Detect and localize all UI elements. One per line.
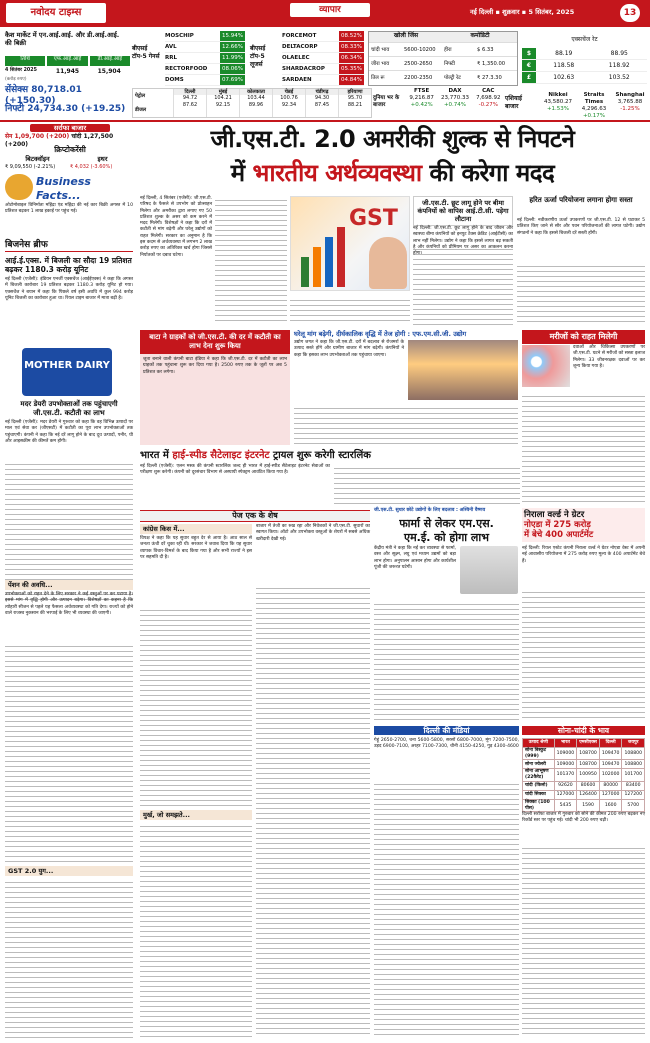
col2-text: विपक्ष ने कहा कि यह सुधार बहुत देर से आया है। आठ साल से जनता ऊंची दरें चुका रही थी। सरकार ने जवाब दिया कि यह सुधार व्यापक विचार-विमर्श के बाद किया गया है और सभी राज्यों ने इस पर सहमति दी है। [140,536,252,560]
gst-label: GST [349,206,398,231]
gst-illustration [290,196,410,291]
gold-row [523,781,645,790]
satellite-head-1: भारत में [140,450,173,461]
world-market [405,88,438,109]
gainers-pct: 08.06% [222,66,243,72]
asia-title: एशियाई बाजार [505,95,522,110]
sarraf-title: सर्राफा बाजार [30,124,110,132]
nirala-head [522,508,645,542]
gold-cell: 127000 [599,790,622,799]
fuel-city-col [305,89,338,117]
fuel-city: चंडीगढ़ [306,89,338,95]
losers-title: बीएसई टॉप-5 लूजर्स [250,45,266,68]
currency-sell: 88.95 [610,50,628,57]
gainers-pct: 12.66% [222,44,243,50]
commodity-rate: 2500-2650 [404,61,433,67]
fuel-petrol-price: 100.76 [280,95,298,102]
gainers-name: AVL [165,44,177,50]
world-value: 7,698.92 [476,94,501,101]
fuel-label-col [133,89,173,117]
gold-cell: सोना आभूषण (22कैरेट) [523,769,555,781]
market-headline: कैश मार्केट में एन.आई.आई. और डी.आई.आई. की बिक्री [5,31,120,47]
gold-cell: 102000 [599,769,622,781]
world-market [472,88,505,109]
brief1-text: नई दिल्ली (एजेंसी): इंडियन एनर्जी एक्सचेंज (आईईएक्स) ने कहा कि अगस्त में बिजली कारोबार 19 प्रतिशत बढ़कर 1180.3 करोड़ यूनिट हो गया। एक्सचेंज ने बयान में कहा कि पिछले वर्ष इसी अवधि में कुल 994 करोड़ यूनिट बिजली का कारोबार हुआ था। रियल टाइम बाजार में मात्रा बढ़ी है। [5,277,133,301]
asia-change: +0.17% [582,112,606,119]
fuel-city: चेन्नई [273,89,305,95]
delhi-mandi-cont [374,780,519,1038]
gainers-name: RRL [165,55,177,61]
gainers-list [165,31,245,86]
asia-market [540,92,576,120]
satellite-text: नई दिल्ली (एजेंसी): एलन मस्क की कंपनी स्टारलिंक जल्द ही भारत में हाई-स्पीड सैटेलाइट इंटरनेट सेवाओं का परीक्षण शुरू करेगी। कंपनी को दूरसंचार विभाग से अस्थायी स्पेक्ट्रम आवंटित किया गया है। [140,464,330,476]
commodity-name: हीरा [444,47,452,53]
world-markets [405,88,505,109]
nirala-head-1: निराला वर्ल्ड ने ग्रेटर [524,510,585,520]
commodity-title-1: खोली जिंस [393,32,419,39]
gainers-row [165,31,245,42]
gold-rate: सेन 1,09,700 (+200) [5,133,70,140]
bitcoin-value: ₹ 9,09,550 (-2.21%) [5,164,56,170]
commodity-rate: 2200-2350 [404,75,433,81]
business-facts-title: Business Facts... [36,175,91,202]
fmcg-text-cont [294,404,518,444]
gold-header: उत्पाद श्रेणी [523,739,555,748]
asia-markets [540,92,648,120]
lead-body-col3 [290,296,410,324]
insurance-head: जी.एस.टी. छूट लागू होने पर बीमा कंपनियों को वापिस आई.टी.सी. पड़ेगा लौटाना [413,196,513,226]
losers-row [282,42,364,53]
lead-headline-2b: भारतीय अर्थव्यवस्था [252,159,422,187]
fuel-city-col [239,89,272,117]
gold-row [523,790,645,799]
col1-text: उपभोक्ताओं को राहत देने के लिए सरकार ने कई वस्तुओं पर कर घटाया है। इससे मांग में वृद्धि होगी और उत्पादन बढ़ेगा। विशेषज्ञों का कहना है कि त्योहारी सीजन से पहले यह फैसला अर्थव्यवस्था को गति देगा। राज्यों को होने वाले राजस्व नुकसान की भरपाई के लिए भी व्यवस्था की जाएगी। [5,592,133,616]
gold-cell: चांदी सिक्का [523,790,555,799]
fuel-diesel-price: 92.34 [281,101,297,108]
asia-value: 3,765.88 [617,98,643,105]
col2-title: कांग्रेस किस में... [140,524,252,534]
gainers-name: MOSCHIP [165,33,194,39]
fuel-city-col [173,89,206,117]
world-value: 9,216.87 [409,94,434,101]
lead-headline-2a: में [230,159,253,187]
world-name: DAX [448,88,462,94]
losers-pct: 08.52% [341,33,362,39]
col1-title2: GST 2.0 युग... [5,866,133,876]
crypto-title: क्रिप्टोकरेंसी [54,145,86,154]
gold-cell: 126400 [577,790,600,799]
losers-name: OLAELEC [282,55,310,61]
nirala-head-3: में बेचे 400 अपार्टमेंट [524,530,594,540]
gold-title: सोना-चांदी के भाव [522,726,645,735]
fuel-city: दिल्ली [174,89,206,95]
fii-row [5,68,130,76]
fuel-petrol-price: 94.30 [314,95,330,102]
world-value: 23,770.33 [440,94,469,101]
gold-header: एमसीएक्स [577,739,600,748]
gold-cell: सिक्का (100 पीस) [523,799,555,811]
commodity-title-2: कमोडिटी [470,32,490,39]
currency-table [522,48,647,84]
gold-cell: 100950 [577,769,600,781]
gold-cell: 92620 [554,781,577,790]
gold-cell: चांदी (किलो) [523,781,555,790]
world-market [438,88,471,109]
asia-change: +1.53% [546,105,570,112]
gold-text: दिल्ली सर्राफा बाजार में गुरुवार को सोने की कीमत 200 रुपए बढ़कर नए रिकॉर्ड स्तर पर पहुंच गई। चांदी भी 200 रुपए चढ़ी। [522,812,645,824]
fuel-petrol-price: 103.44 [247,95,265,102]
gainers-name: DOMS [165,77,184,83]
insurance-text: नई दिल्ली: जी.एस.टी. छूट लागू होने के बाद जीवन और स्वास्थ्य बीमा कंपनियों को इनपुट टैक्स क्रेडिट (आईटीसी) का लाभ नहीं मिलेगा। उद्योग ने कहा कि इससे लागत बढ़ सकती है और कंपनियों को प्रीमियम पर असर का आकलन करना होगा। [413,226,513,257]
msme-head [374,517,519,545]
gold-cell: 101370 [554,769,577,781]
currency-row [522,60,647,72]
fuel-diesel-price: 92.15 [215,101,231,108]
col1-text-2 [5,878,133,1038]
asia-name: Straits Times [583,92,605,105]
gold-cell: सोना बिस्कुट (999) [523,748,555,760]
fuel-diesel-price: 87.62 [182,101,198,108]
pharma-head: मरीजों को राहत मिलेगी [522,330,645,344]
gainers-pct: 07.69% [222,77,243,83]
commodity-row [369,70,517,84]
fuel-petrol-price: 95.70 [347,95,363,102]
lead-headline-2c: की करेगा मदद [421,159,555,187]
col2-title2: मुर्ख, जो समझते... [140,810,252,820]
bata-text: जूता बनाने वाली कंपनी बाटा इंडिया ने कहा कि जी.एस.टी. दर में कटौती का लाभ ग्राहकों तक पहुंचाना शुरू कर दिया गया है। 2500 रुपए तक के जूतों पर अब 5 प्रतिशत कर लगेगा। [143,357,287,375]
commodity-rate: ₹ 27.3.30 [477,75,502,81]
masthead-logo: नवोदय टाइम्स [6,3,106,23]
lead-body-col2 [215,196,287,322]
business-facts-icon [5,174,33,200]
fii-value: 11,945 [55,68,80,75]
gold-row [523,760,645,769]
bitcoin-label: बिटक्वॉइन [25,155,50,163]
fuel-diesel-price: 87.45 [314,101,330,108]
gold-cell: 108800 [622,760,645,769]
col2-text-2 [140,822,252,1038]
losers-name: SARDAEN [282,77,312,83]
ether-value: ₹ 4,032 (-3.60%) [70,164,113,170]
bata-head: बाटा ने ग्राहकों को जी.एस.टी. की दर में कटौती का लाभ देना शुरू किया [140,330,290,354]
trump-photo [369,237,407,289]
currency-symbol: £ [522,72,536,83]
world-change: -0.27% [478,101,499,108]
energy-text: नई दिल्ली: नवीकरणीय ऊर्जा उपकरणों पर जी.एस.टी. 12 से घटाकर 5 प्रतिशत किए जाने से सौर और पवन परियोजनाओं की लागत घटेगी। उद्योग संगठनों ने कहा कि इससे बिजली दरें सस्ती होंगी। [517,218,645,236]
mother-dairy-logo: MOTHER DAIRY [22,348,112,396]
satellite-head-2: हाई-स्पीड सैटेलाइट इंटरनेट [172,450,270,461]
gold-table [522,738,645,812]
gainers-row [165,64,245,75]
losers-name: FORCEMOT [282,33,317,39]
col3-text-cont [256,584,370,1038]
losers-pct: 05.35% [341,66,362,72]
pharma-photo [522,345,570,387]
fuel-city: कोलकाता [240,89,272,95]
col2-text-cont [140,606,252,806]
gainers-row [165,75,245,86]
delhi-mandi-text: गेहूं 2650-2700, चना 5600-5800, सरसों 6800-7000, मूंग 7200-7500, उड़द 6900-7100, अरहर 7100-7300, चीनी 4150-4250, गुड़ 4300-4600 [374,738,519,750]
fii-unit: (करोड़ रुपए) [5,77,27,82]
commodity-rate: 5600-10200 [404,47,436,53]
gold-row [523,799,645,811]
msme-kicker: जी.एस.टी. सुधार छोटे उद्योगों के लिए बदलाव : अश्विनी वैष्णव [374,508,486,513]
gold-cell: 109470 [599,748,622,760]
ether-label: इथर [97,155,108,163]
crypto-values [5,164,135,170]
dii-value: 15,904 [97,68,121,75]
fuel-diesel-price: 89.96 [248,101,264,108]
sensex: सेंसेक्स 80,718.01 (+150.30) [5,85,82,107]
asia-market [576,92,612,120]
gold-cell: 5700 [622,799,645,811]
gold-text-cont [522,844,645,1038]
gainers-title: बीएसई टॉप-5 गेनर्स [132,45,160,60]
energy-text-cont [517,262,645,322]
col1-text-cont [5,642,133,862]
msme-head-1: फार्मा से लेकर एम.एस. [399,517,494,530]
bata-box [140,330,290,445]
energy-head: हरित ऊर्जा परियोजना लगाना होगा सस्ता [529,196,633,204]
gold-header: दिल्ली [599,739,622,748]
commodity-name: तिल रू [371,75,385,81]
business-facts-text: ओटोमोबाइल विनिर्माता महिंद्रा एंड महिंद्रा की नई कार बिक्री अगस्त में 10 प्रतिशत बढ़कर 1 लाख इकाई पर पहुंच गई। [5,203,133,215]
gold-cell: 127200 [622,790,645,799]
crypto-names [5,155,135,163]
minister-photo [460,546,518,594]
gainers-name: RECTORFOOD [165,66,208,72]
losers-list [282,31,364,86]
gold-cell: 80600 [577,781,600,790]
dairy-head: मदर डेयरी उपभोक्ताओं तक पहुंचाएगी जी.एस.टी. कटौती का लाभ [20,400,118,417]
dateline: नई दिल्ली ▪ शुक्रवार ▪ 5 सितंबर, 2025 [470,8,575,16]
world-change: +0.74% [443,101,467,108]
fii-date: 4 सितंबर 2025 [5,68,37,73]
gold-cell: 108700 [577,760,600,769]
commodity-box [368,31,518,86]
satellite-text-cont [334,464,520,504]
losers-name: DELTACORP [282,44,318,50]
gold-price-table [522,738,645,812]
satellite-head [140,450,520,463]
losers-name: SHARDACROP [282,66,325,72]
currency-buy: 88.19 [555,50,573,57]
tab-fii: एफ.आई.आई [47,56,87,66]
asia-change: -1.25% [620,105,640,112]
fii-tabs [5,56,130,66]
tab-date: तिथि [5,56,45,66]
gold-row [523,769,645,781]
nirala-head-2: नोएडा में 275 करोड़ [524,520,591,530]
gold-cell: 109470 [599,760,622,769]
nirala-text-cont [522,588,645,720]
fuel-table [132,88,372,118]
remainder-banner: पेज एक के शेष [140,510,370,522]
dairy-text: नई दिल्ली (एजेंसी): मदर डेयरी ने गुरुवार को कहा कि वह विभिन्न उत्पादों पर माल एवं सेवा कर (जीएसटी) में कटौती का पूरा लाभ उपभोक्ताओं तक पहुंचाएगी। कंपनी ने कहा कि नई दरें लागू होने के बाद दूध उत्पादों, पनीर, घी और आइसक्रीम की कीमतें कम होंगी। [5,420,133,444]
fuel-petrol-price: 94.72 [182,95,198,102]
nirala-text: नई दिल्ली: रियल एस्टेट कंपनी निराला वर्ल्ड ने ग्रेटर नोएडा वेस्ट में अपनी नई आवासीय परियोजना में 275 करोड़ रुपए मूल्य के 400 अपार्टमेंट बेचे हैं। [522,546,645,564]
satellite-head-3: ट्रायल शुरू करेगी स्टारलिंक [269,450,371,461]
commodity-rate: ₹ 1,350.00 [477,61,506,67]
currency-symbol: € [522,60,536,71]
gold-cell: 83400 [622,781,645,790]
currency-sell: 103.52 [608,74,630,81]
page-number: 13 [620,4,640,22]
brief-title: बिजनेस ब्रीफ [5,240,133,252]
commodity-row [369,42,517,56]
gold-header: जयपुर [622,739,645,748]
losers-row [282,31,364,42]
asia-value: 43,580.27 [544,98,572,105]
fuel-city: हरियाणा [339,89,371,95]
gold-cell: सोना ज्वेलरी [523,760,555,769]
dairy-text-cont [5,460,133,600]
gainers-pct: 15.94% [222,33,243,39]
world-title: दुनिया भर के बाजार [373,95,400,108]
commodity-rate: $ 6.33 [477,47,494,53]
silver-rate: चांदी 1,27,500 (+200) [5,133,114,148]
msme-head-2: एम.ई. को होगा लाभ [404,531,489,544]
commodity-name: पोल्ट्री रेट [444,75,461,81]
fuel-city-col [206,89,239,117]
world-name: FTSE [414,88,430,94]
section-title: व्यापार [290,3,370,17]
gold-cell: 108700 [577,748,600,760]
losers-row [282,53,364,64]
losers-row [282,64,364,75]
gainers-row [165,53,245,64]
lead-headline-2 [140,158,645,188]
lead-headline-1: जी.एस.टी. 2.0 अमरीकी शुल्क से निपटने [210,125,575,153]
currency-sell: 118.92 [608,62,630,69]
world-change: +0.42% [410,101,433,108]
gold-cell: 1600 [599,799,622,811]
gold-cell: 5435 [554,799,577,811]
currency-symbol: $ [522,48,536,59]
gold-cell: 80000 [599,781,622,790]
pharma-text: दवाओं और चिकित्सा उपकरणों पर जी.एस.टी. घटने से मरीजों को सस्ता इलाज मिलेगा। 33 जीवनरक्षक दवाओं पर कर शून्य किया गया है। [573,345,645,369]
gold-cell: 1590 [577,799,600,811]
asia-market [612,92,648,120]
fuel-city-col [272,89,305,117]
gold-row [523,748,645,760]
commodity-row [369,56,517,70]
delhi-mandi-title: दिल्ली की मंडियां [374,726,519,735]
fuel-label-diesel: डीजल [135,106,147,113]
gold-cell: 109000 [554,760,577,769]
gainers-pct: 11.99% [222,55,243,61]
fuel-diesel-price: 88.21 [347,101,363,108]
losers-row [282,75,364,86]
commodity-name: चांदी भाव [371,47,390,53]
gold-cell: 109000 [554,748,577,760]
losers-pct: 06.34% [341,55,362,61]
commodity-name: जीरा भाव [371,61,390,67]
fmcg-text: उद्योग जगत ने कहा कि जी.एस.टी. दरों में बदलाव से रोजमर्रा के उत्पाद सस्ते होंगे और ग्रामीण बाजार में मांग बढ़ेगी। कंपनियों ने कहा कि इसका लाभ उपभोक्ताओं तक पहुंचाया जाएगा। [294,340,404,358]
fuel-petrol-price: 104.21 [214,95,232,102]
msme-text-cont [374,600,519,720]
asia-name: Shanghai [615,92,645,98]
currency-row [522,72,647,84]
gold-header: भारत [554,739,577,748]
fmcg-head: घरेलू मांग बढ़ेगी, दीर्घकालिक वृद्धि में तेज होगी : एफ.एम.सी.जी. उद्योग [294,330,467,338]
col1-title: पेंशन की अवधि... [5,580,133,590]
brief1-head: आई.ई.एक्स. में बिजली का सौदा 19 प्रतिशत बढ़कर 1180.3 करोड़ यूनिट [5,256,132,274]
currency-title: एक्सचेंज रेट [571,36,598,43]
fuel-city: मुंबई [207,89,239,95]
gold-cell: 108800 [622,748,645,760]
gold-cell: 101700 [622,769,645,781]
world-name: CAC [482,88,495,94]
nifty: निफ्टी 24,734.30 (+19.25) [5,104,126,114]
lead-body-col4 [413,245,513,325]
losers-pct: 04.84% [341,77,362,83]
lead-body: नई दिल्ली, 4 सितंबर (एजेंसी): जी.एस.टी. परिषद के फैसले से उपभोग को प्रोत्साहन मिलेगा और अमरीका द्वारा लगाए गए 50 प्रतिशत शुल्क के असर को कम करने में मदद मिलेगी। विशेषज्ञों ने कहा कि दरों में कटौती से मांग बढ़ेगी और घरेलू उद्योगों को राहत मिलेगी। सरकार का अनुमान है कि इस कदम से अर्थव्यवस्था में लगभग 2 लाख करोड़ रुपए का अतिरिक्त खर्च होगा जिससे निर्यातकों पर दबाव घटेगा। [140,196,212,258]
gold-cell: 127000 [554,790,577,799]
pharma-text-cont [522,392,645,502]
fmcg-photo [408,340,518,400]
asia-value: 4,296.63 [581,105,607,112]
currency-row [522,48,647,60]
commodity-name: निफ्टी [444,61,456,67]
msme-text: केंद्रीय मंत्री ने कहा कि नई कर व्यवस्था से फार्मा, वस्त्र और सूक्ष्म, लघु एवं मध्यम उद्यमों को बड़ा लाभ होगा। अनुपालन आसान होगा और कार्यशील पूंजी की जरूरत घटेगी। [374,546,456,570]
currency-buy: 102.63 [553,74,575,81]
asia-name: Nikkei [548,92,568,98]
fuel-city-col [338,89,371,117]
currency-buy: 118.58 [553,62,575,69]
tab-dii: डी.आई.आई [90,56,130,66]
losers-pct: 08.33% [341,44,362,50]
fuel-label-petrol: पेट्रोल [135,92,146,99]
col3-text: बाजार में तेजी का रुख रहा और निवेशकों ने जी.एस.टी. सुधारों का स्वागत किया। ऑटो और उपभोक्ता वस्तुओं के शेयरों में सबसे अधिक खरीदारी देखी गई। [256,524,370,542]
commodity-rows [369,42,517,84]
gainers-row [165,42,245,53]
